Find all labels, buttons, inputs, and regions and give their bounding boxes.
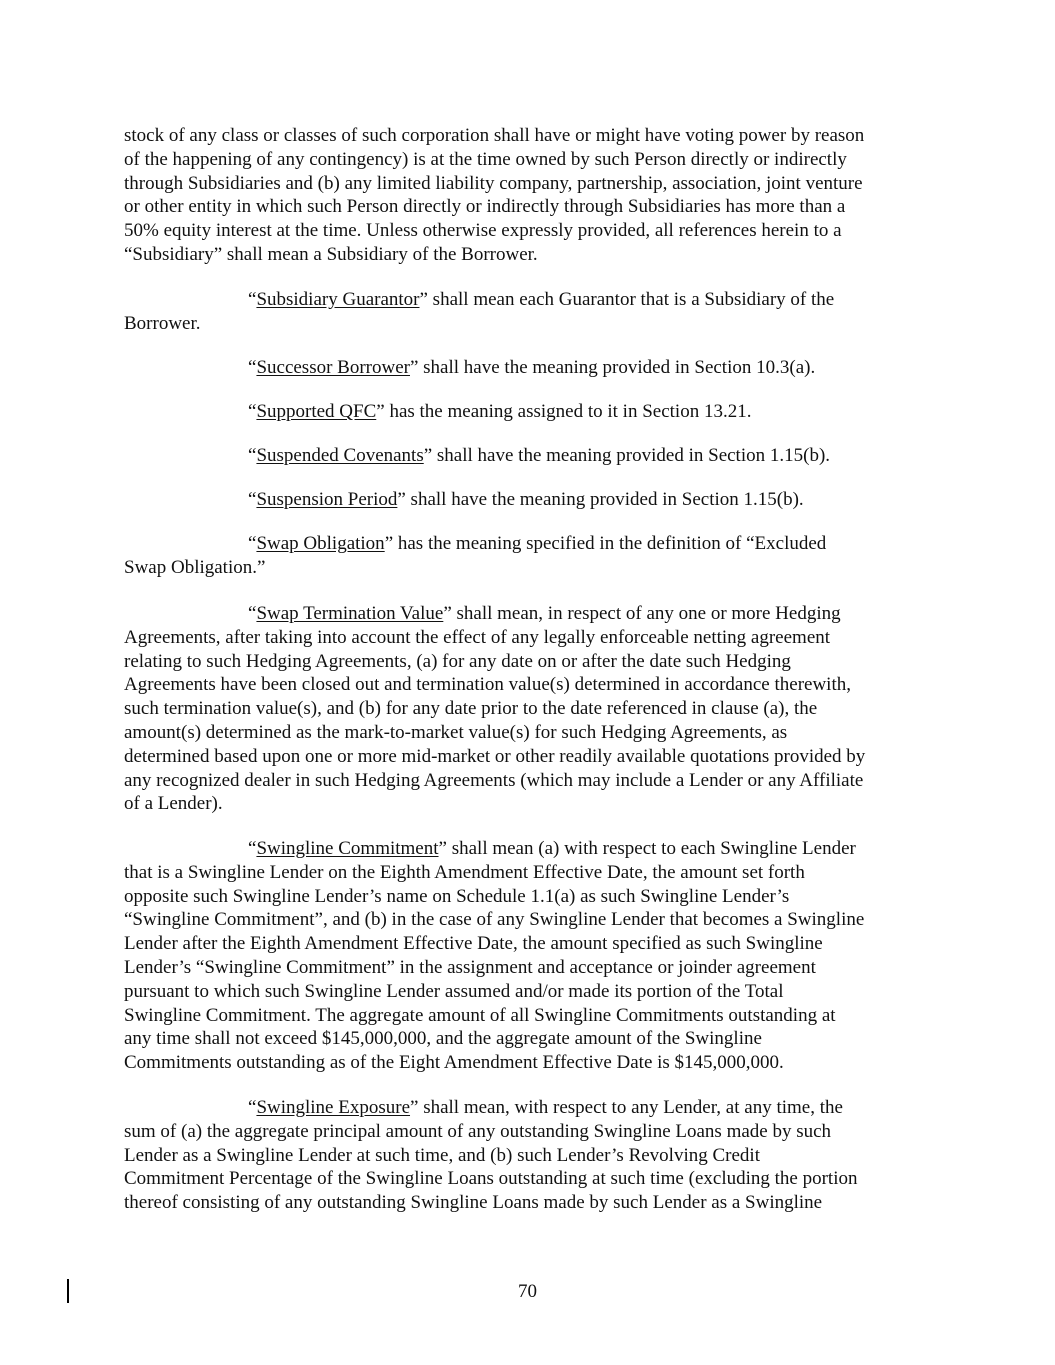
definition-text: ” has the meaning specified in the definition of “Excluded — [384, 533, 827, 554]
text-line: “Successor Borrower” shall have the meaning provided in Section 10.3(a). — [248, 357, 816, 378]
defined-term: Suspension Period — [256, 489, 398, 510]
text-line: Commitment Percentage of the Swingline Loans outstanding at such time (excluding the portion — [124, 1168, 858, 1190]
text-line: “Swingline Commitment”, and (b) in the case of any Swingline Lender that becomes a Swingline — [124, 909, 865, 931]
text-line: amount(s) determined as the mark-to-market value(s) for such Hedging Agreements, as — [124, 721, 788, 743]
definition-text: ” shall mean, with respect to any Lender, at any time, the — [410, 1097, 843, 1118]
definition-swingline-exposure — [124, 1096, 934, 1215]
text-line: of the happening of any contingency) is at the time owned by such Person directly or indirectly — [124, 148, 847, 170]
definition-text: ” shall mean each Guarantor that is a Subsidiary of the — [419, 289, 835, 310]
text-line: or other entity in which such Person directly or indirectly through Subsidiaries has more than a — [124, 196, 846, 218]
defined-term: Suspended Covenants — [256, 445, 424, 466]
text-line: Agreements have been closed out and termination value(s) determined in accordance therewith, — [124, 674, 851, 696]
text-line: “Swap Obligation” has the meaning specified in the definition of “Excluded — [248, 533, 827, 554]
defined-term: Swap Termination Value — [256, 603, 444, 624]
defined-term: Swingline Exposure — [256, 1097, 411, 1118]
text-line: Swap Obligation.” — [124, 556, 266, 578]
text-line: determined based upon one or more mid-market or other readily available quotations provided by — [124, 745, 866, 767]
text-line: “Suspension Period” shall have the meaning provided in Section 1.15(b). — [248, 489, 804, 510]
text-line: Borrower. — [124, 312, 201, 334]
text-line: Lender’s “Swingline Commitment” in the assignment and acceptance or joinder agreement — [124, 956, 816, 978]
defined-term: Supported QFC — [256, 401, 377, 422]
text-line: relating to such Hedging Agreements, (a) for any date on or after the date such Hedging — [124, 650, 791, 672]
definition-suspension-period — [124, 488, 934, 512]
defined-term: Subsidiary Guarantor — [256, 289, 420, 310]
text-line: Agreements, after taking into account the effect of any legally enforceable netting agreement — [124, 626, 831, 648]
definition-text: ” shall have the meaning provided in Section 1.15(b). — [397, 489, 804, 510]
definition-successor-borrower — [124, 356, 934, 380]
definition-suspended-covenants — [124, 444, 934, 468]
definition-swap-termination-value — [124, 602, 934, 816]
text-line: of a Lender). — [124, 793, 223, 815]
defined-term: Successor Borrower — [256, 357, 410, 378]
definition-text: ” shall mean, in respect of any one or more Hedging — [443, 603, 841, 624]
definition-text: ” shall have the meaning provided in Section 1.15(b). — [423, 445, 831, 466]
text-line: through Subsidiaries and (b) any limited liability company, partnership, association, joint venture — [124, 172, 863, 194]
text-line: “Suspended Covenants” shall have the meaning provided in Section 1.15(b). — [248, 445, 831, 466]
defined-term: Swingline Commitment — [256, 838, 439, 859]
definition-swingline-commitment — [124, 837, 934, 1075]
page-number: 70 — [518, 1281, 537, 1302]
text-line: any recognized dealer in such Hedging Agreements (which may include a Lender or any Affiliate — [124, 769, 864, 791]
text-line: “Supported QFC” has the meaning assigned to it in Section 13.21. — [248, 401, 752, 422]
definition-text: ” has the meaning assigned to it in Section 13.21. — [376, 401, 752, 422]
text-line: pursuant to which such Swingline Lender assumed and/or made its portion of the Total — [124, 980, 784, 1002]
text-line: sum of (a) the aggregate principal amount of any outstanding Swingline Loans made by such — [124, 1120, 832, 1142]
definition-text: ” shall have the meaning provided in Section 10.3(a). — [409, 357, 816, 378]
definition-text: ” shall mean (a) with respect to each Swingline Lender — [438, 838, 856, 859]
definition-supported-qfc — [124, 400, 934, 424]
text-line: Lender as a Swingline Lender at such time, and (b) such Lender’s Revolving Credit — [124, 1144, 760, 1166]
text-line: “Swap Termination Value” shall mean, in respect of any one or more Hedging — [248, 603, 841, 624]
definition-swap-obligation — [124, 532, 934, 580]
defined-term: Swap Obligation — [256, 533, 385, 554]
text-line: Swingline Commitment. The aggregate amount of all Swingline Commitments outstanding at — [124, 1004, 836, 1026]
text-line: Commitments outstanding as of the Eight Amendment Effective Date is $145,000,000. — [124, 1052, 784, 1074]
text-line: “Swingline Exposure” shall mean, with respect to any Lender, at any time, the — [248, 1097, 843, 1118]
text-line: that is a Swingline Lender on the Eighth Amendment Effective Date, the amount set forth — [124, 861, 805, 883]
text-line: such termination value(s), and (b) for any date prior to the date referenced in clause (a), the — [124, 698, 818, 720]
text-line: “Subsidiary Guarantor” shall mean each Guarantor that is a Subsidiary of the — [248, 289, 835, 310]
definition-subsidiary-guarantor — [124, 288, 934, 336]
text-line: stock of any class or classes of such corporation shall have or might have voting power by reason — [124, 125, 865, 146]
text-line: thereof consisting of any outstanding Swingline Loans made by such Lender as a Swingline — [124, 1192, 823, 1214]
text-line: 50% equity interest at the time. Unless otherwise expressly provided, all references herein to a — [124, 220, 842, 242]
text-line: any time shall not exceed $145,000,000, and the aggregate amount of the Swingline — [124, 1028, 762, 1050]
paragraph-subsidiary-continued — [124, 124, 934, 267]
text-line: Lender after the Eighth Amendment Effective Date, the amount specified as such Swingline — [124, 933, 823, 955]
text-line: opposite such Swingline Lender’s name on Schedule 1.1(a) as such Swingline Lender’s — [124, 885, 790, 907]
text-line: “Subsidiary” shall mean a Subsidiary of the Borrower. — [124, 243, 538, 265]
text-line: “Swingline Commitment” shall mean (a) with respect to each Swingline Lender — [248, 838, 856, 859]
